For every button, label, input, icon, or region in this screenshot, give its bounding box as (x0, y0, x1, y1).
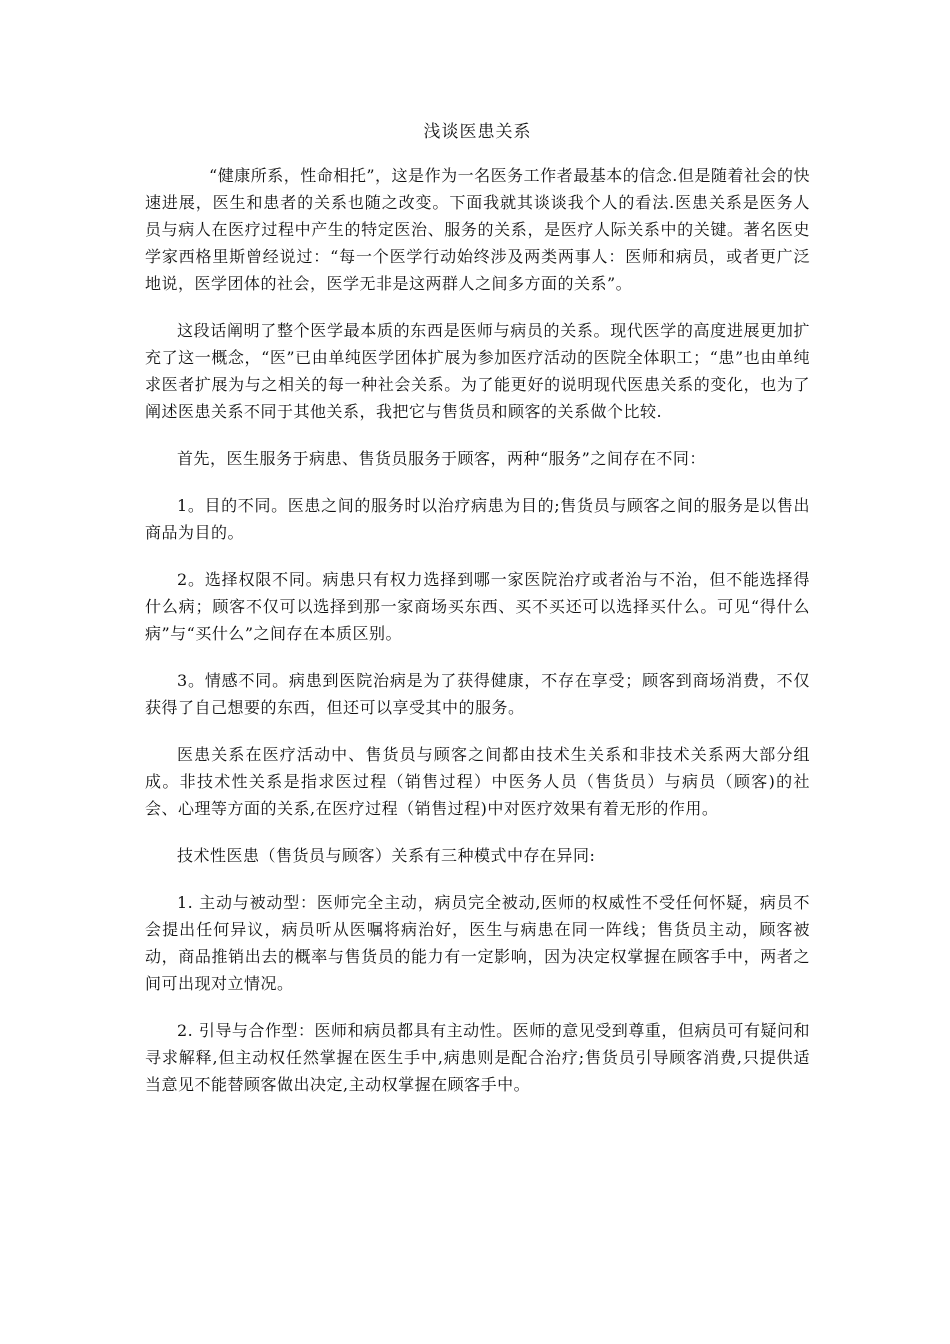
paragraph-8: 技术性医患（售货员与顾客）关系有三种模式中存在异同: (177, 846, 596, 865)
paragraph-5: 2。选择权限不同。病患只有权力选择到哪一家医院治疗或者治与不治，但不能选择得什么病；顾客不仅可以选择到那一家商场买东西、买不买还可以选择买什么。可见“得什么病”与“买什么”之间存在本质区别。 (145, 570, 810, 643)
paragraph-6: 3。情感不同。病患到医院治病是为了获得健康，不存在享受；顾客到商场消费，不仅获得了自己想要的东西，但还可以享受其中的服务。 (145, 671, 810, 717)
paragraph-3: 首先，医生服务于病患、售货员服务于顾客，两种“服务”之间存在不同： (177, 449, 706, 468)
paragraph-7: 医患关系在医疗活动中、售货员与顾客之间都由技术生关系和非技术关系两大部分组成。非技术性关系是指求医过程（销售过程）中医务人员（售货员）与病员（顾客)的社会、心理等方面的关系,在医疗过程（销售过程)中对医疗效果有着无形的作用。 (145, 745, 810, 818)
paragraph-10: 2. 引导与合作型：医师和病员都具有主动性。医师的意见受到尊重，但病员可有疑问和寻求解释,但主动权任然掌握在医生手中,病患则是配合治疗;售货员引导顾客消费,只提供适当意见不能替顾客做出决定,主动权掌握在顾客手中。 (145, 1021, 810, 1094)
document-title: 浅谈医患关系 (423, 122, 532, 142)
document-page (145, 120, 810, 1118)
paragraph-intro: “健康所系，性命相托”，这是作为一名医务工作者最基本的信念.但是随着社会的快速进展，医生和患者的关系也随之改变。下面我就其谈谈我个人的看法.医患关系是医务人员与病人在医疗过程中产生的特定医治、服务的关系，是医疗人际关系中的关键。著名医史学家西格里斯曾经说过：“每一个医学行动始终涉及两类两事人：医师和病员，或者更广泛地说，医学团体的社会，医学无非是这两群人之间多方面的关系”。 (145, 166, 810, 293)
paragraph-9: 1. 主动与被动型：医师完全主动，病员完全被动,医师的权威性不受任何怀疑，病员不会提出任何异议，病员听从医嘱将病治好，医生与病患在同一阵线；售货员主动，顾客被动，商品推销出去的概率与售货员的能力有一定影响，因为决定权掌握在顾客手中，两者之间可出现对立情况。 (145, 893, 810, 993)
paragraph-4: 1。目的不同。医患之间的服务时以治疗病患为目的;售货员与顾客之间的服务是以售出商品为目的。 (145, 496, 810, 542)
paragraph-2: 这段话阐明了整个医学最本质的东西是医师与病员的关系。现代医学的高度进展更加扩充了这一概念，“医”已由单纯医学团体扩展为参加医疗活动的医院全体职工；“患”也由单纯求医者扩展为与之相关的每一种社会关系。为了能更好的说明现代医患关系的变化，也为了阐述医患关系不同于其他关系，我把它与售货员和顾客的关系做个比较. (145, 321, 810, 421)
